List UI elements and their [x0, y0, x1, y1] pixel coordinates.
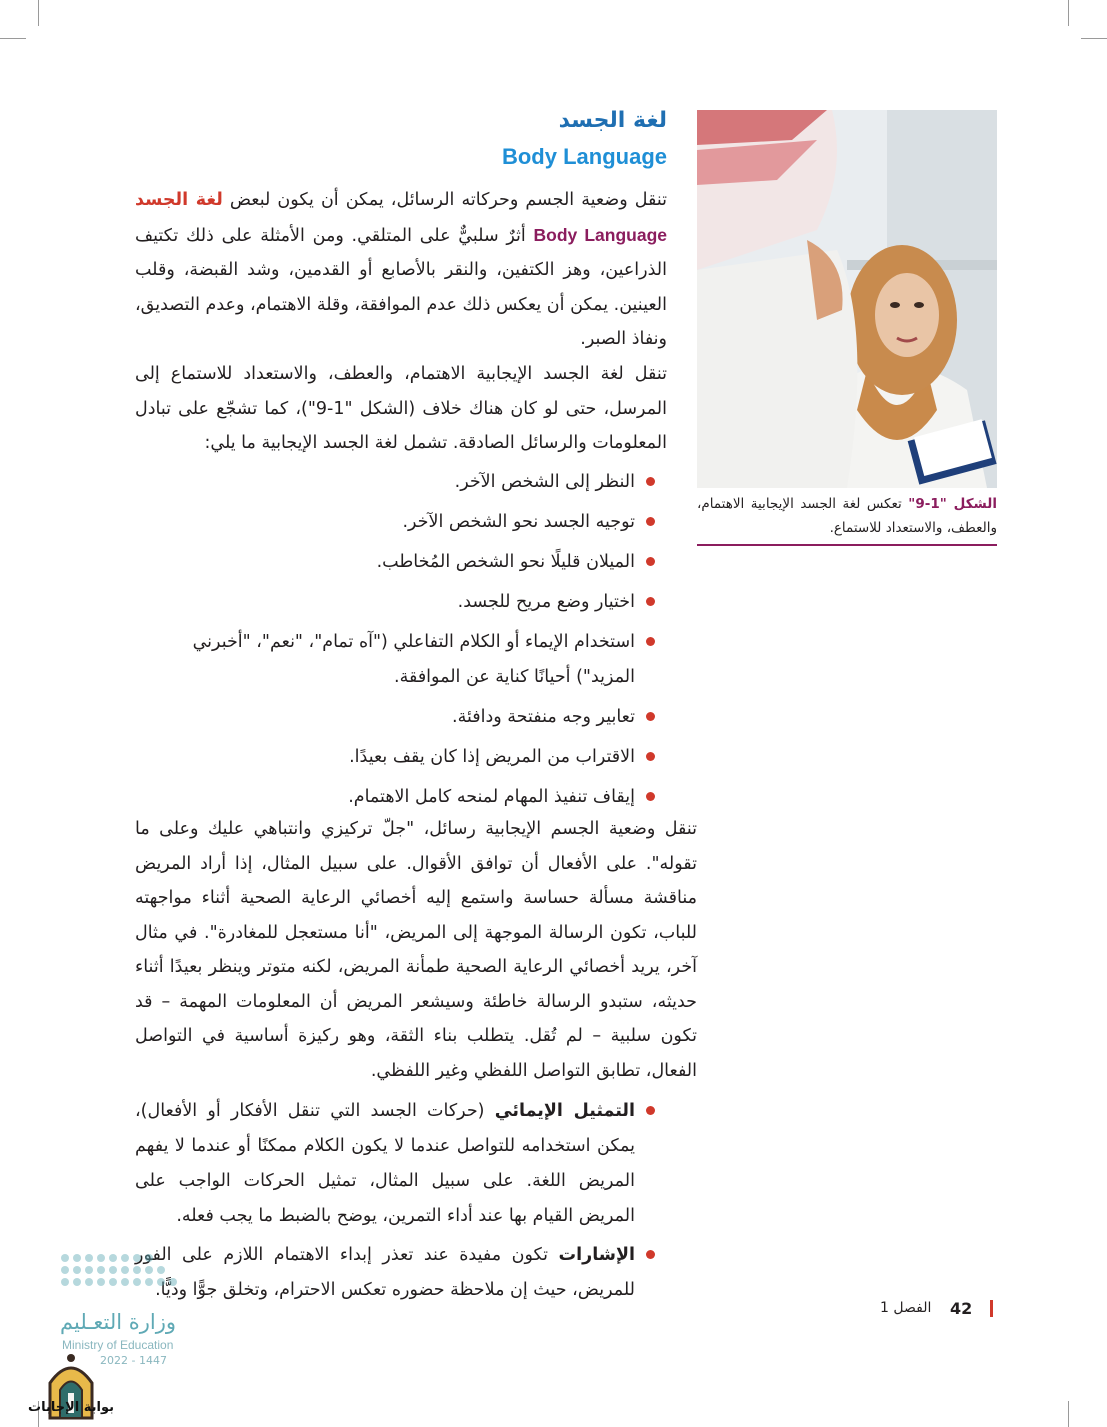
- list-item: [135, 545, 655, 580]
- crop-mark-left-top: [0, 38, 26, 39]
- ministry-name-arabic: وزارة التعـليم: [60, 1310, 177, 1334]
- ministry-year: 2022 - 1447: [100, 1354, 167, 1367]
- section-title-arabic: لغة الجسد: [558, 108, 667, 133]
- list-item-text: توجيه الجسد نحو الشخص الآخر.: [402, 512, 635, 532]
- bullet-icon: [646, 517, 655, 526]
- term-body-language-english: Body Language: [533, 224, 667, 245]
- positive-body-language-list: [135, 465, 655, 820]
- figure-photo: [697, 110, 997, 488]
- bullet-icon: [646, 597, 655, 606]
- list-item-text: الاقتراب من المريض إذا كان يقف بعيدًا.: [349, 746, 635, 767]
- list-item-text: النظر إلى الشخص الآخر.: [454, 472, 635, 492]
- bullet-icon: [646, 557, 655, 566]
- list-item: [135, 700, 655, 735]
- ministry-name-english: Ministry of Education: [62, 1338, 174, 1352]
- list-item-text: استخدام الإيماء أو الكلام التفاعلي ("آه تمام"، "نعم"، "أخبرني المزيد") أحيانًا كناية عن الموافقة.: [192, 632, 635, 687]
- bullet-icon: [646, 712, 655, 721]
- crop-mark-bottom-right: [1068, 1401, 1069, 1427]
- footer-accent-bar: [990, 1300, 993, 1317]
- intro-text-end: أثرٌ سلبيٌّ على المتلقي. ومن الأمثلة على ذلك تكتيف الذراعين، وهز الكتفين، والنقر بالأصابع أو القدمين، وشد القبضة، وقلب العينين. يمكن أن يعكس ذلك عدم الموافقة، وقلة الاهتمام، وعدم التصديق، ونفاذ الصبر.: [135, 225, 667, 349]
- list-item-text: إيقاف تنفيذ المهام لمنحه كامل الاهتمام.: [348, 786, 635, 807]
- list-item: [135, 625, 655, 694]
- chapter-label: الفصل 1: [880, 1300, 932, 1316]
- list-item: [135, 505, 655, 540]
- crop-mark-top-right: [1068, 0, 1069, 26]
- term-pantomime: التمثيل الإيمائي: [494, 1101, 635, 1121]
- list-item: [135, 780, 655, 815]
- figure-label: الشكل "1-9": [908, 496, 997, 512]
- figure-caption: [697, 492, 997, 540]
- doctor-patient-illustration: [697, 110, 997, 488]
- list-item: [135, 1094, 655, 1234]
- intro-text-start: تنقل وضعية الجسم وحركاته الرسائل، يمكن أن يكون لبعض: [222, 190, 667, 210]
- list-item: [135, 740, 655, 775]
- figure-caption-text: تعكس لغة الجسد الإيجابية الاهتمام، والعطف، والاستعداد للاستماع.: [697, 496, 997, 536]
- list-item-text: تعابير وجه منفتحة ودافئة.: [452, 706, 635, 727]
- list-item-text: تكون مفيدة عند تعذر إبداء الاهتمام اللازم على الفور للمريض، حيث إن ملاحظة حضوره تعكس الاحترام، وتخلق جوًّا وديًّا.: [135, 1245, 635, 1300]
- list-item-text: الميلان قليلًا نحو الشخص المُخاطب.: [376, 552, 635, 572]
- crop-mark-top-left: [38, 0, 39, 26]
- crop-mark-right-top: [1081, 38, 1107, 39]
- term-body-language-arabic: لغة الجسد: [135, 190, 223, 210]
- section-title-english: Body Language: [501, 144, 667, 169]
- bullet-icon: [646, 1250, 655, 1259]
- bullet-icon: [646, 637, 655, 646]
- body-posture-paragraph: تنقل وضعية الجسم الإيجابية رسائل، "جلّ تركيزي وانتباهي عليك وعلى ما تقوله". على الأفعال أن توافق الأقوال. على سبيل المثال، إذا أراد المريض مناقشة مسألة حساسة واستمع إليه أخصائي الرعاية الصحية أثناء مواجهته للباب، تكون الرسالة الموجهة إلى المريض، "أنا مستعجل للمغادرة". في مثال آخر، يريد أخصائي الرعاية الصحية طمأنة المريض، لكنه متوتر وينظر بعيدًا أثناء حديثه، ستبدو الرسالة خاطئة وسيشعر المريض أن المعلومات المهمة – قد تكون سلبية – لم تُقل. يتطلب بناء الثقة، وهو ركيزة أساسية في التواصل الفعال، تطابق التواصل اللفظي وغير اللفظي.: [135, 819, 697, 1081]
- bullet-icon: [646, 752, 655, 761]
- intro-paragraph: [135, 183, 667, 357]
- positive-body-language-paragraph: تنقل لغة الجسد الإيجابية الاهتمام، والعطف، والاستعداد للاستماع إلى المرسل، حتى لو كان هناك خلاف (الشكل "1-9")، كما تشجّع على تبادل المعلومات والرسائل الصادقة. تشمل لغة الجسد الإيجابية ما يلي:: [135, 364, 667, 453]
- term-gestures: الإشارات: [558, 1245, 635, 1265]
- list-item: [135, 465, 655, 500]
- list-item-text: (حركات الجسد التي تنقل الأفكار أو الأفعال)، يمكن استخدامه للتواصل عندما لا يكون الكلام ممكنًا أو عندما لا يفهم المريض اللغة. على سبيل المثال، تمثيل الحركات الواجب على المريض القيام بها عند أداء التمرين، يوضح بالضبط ما يجب فعله.: [135, 1101, 635, 1226]
- caption-divider: [697, 544, 997, 546]
- page-number: 42: [950, 1299, 973, 1318]
- site-name: بوابة الإجابات: [28, 1400, 114, 1415]
- bullet-icon: [646, 1106, 655, 1115]
- list-item-text: اختيار وضع مريح للجسد.: [457, 592, 635, 612]
- list-item: [135, 585, 655, 620]
- bullet-icon: [646, 792, 655, 801]
- bullet-icon: [646, 477, 655, 486]
